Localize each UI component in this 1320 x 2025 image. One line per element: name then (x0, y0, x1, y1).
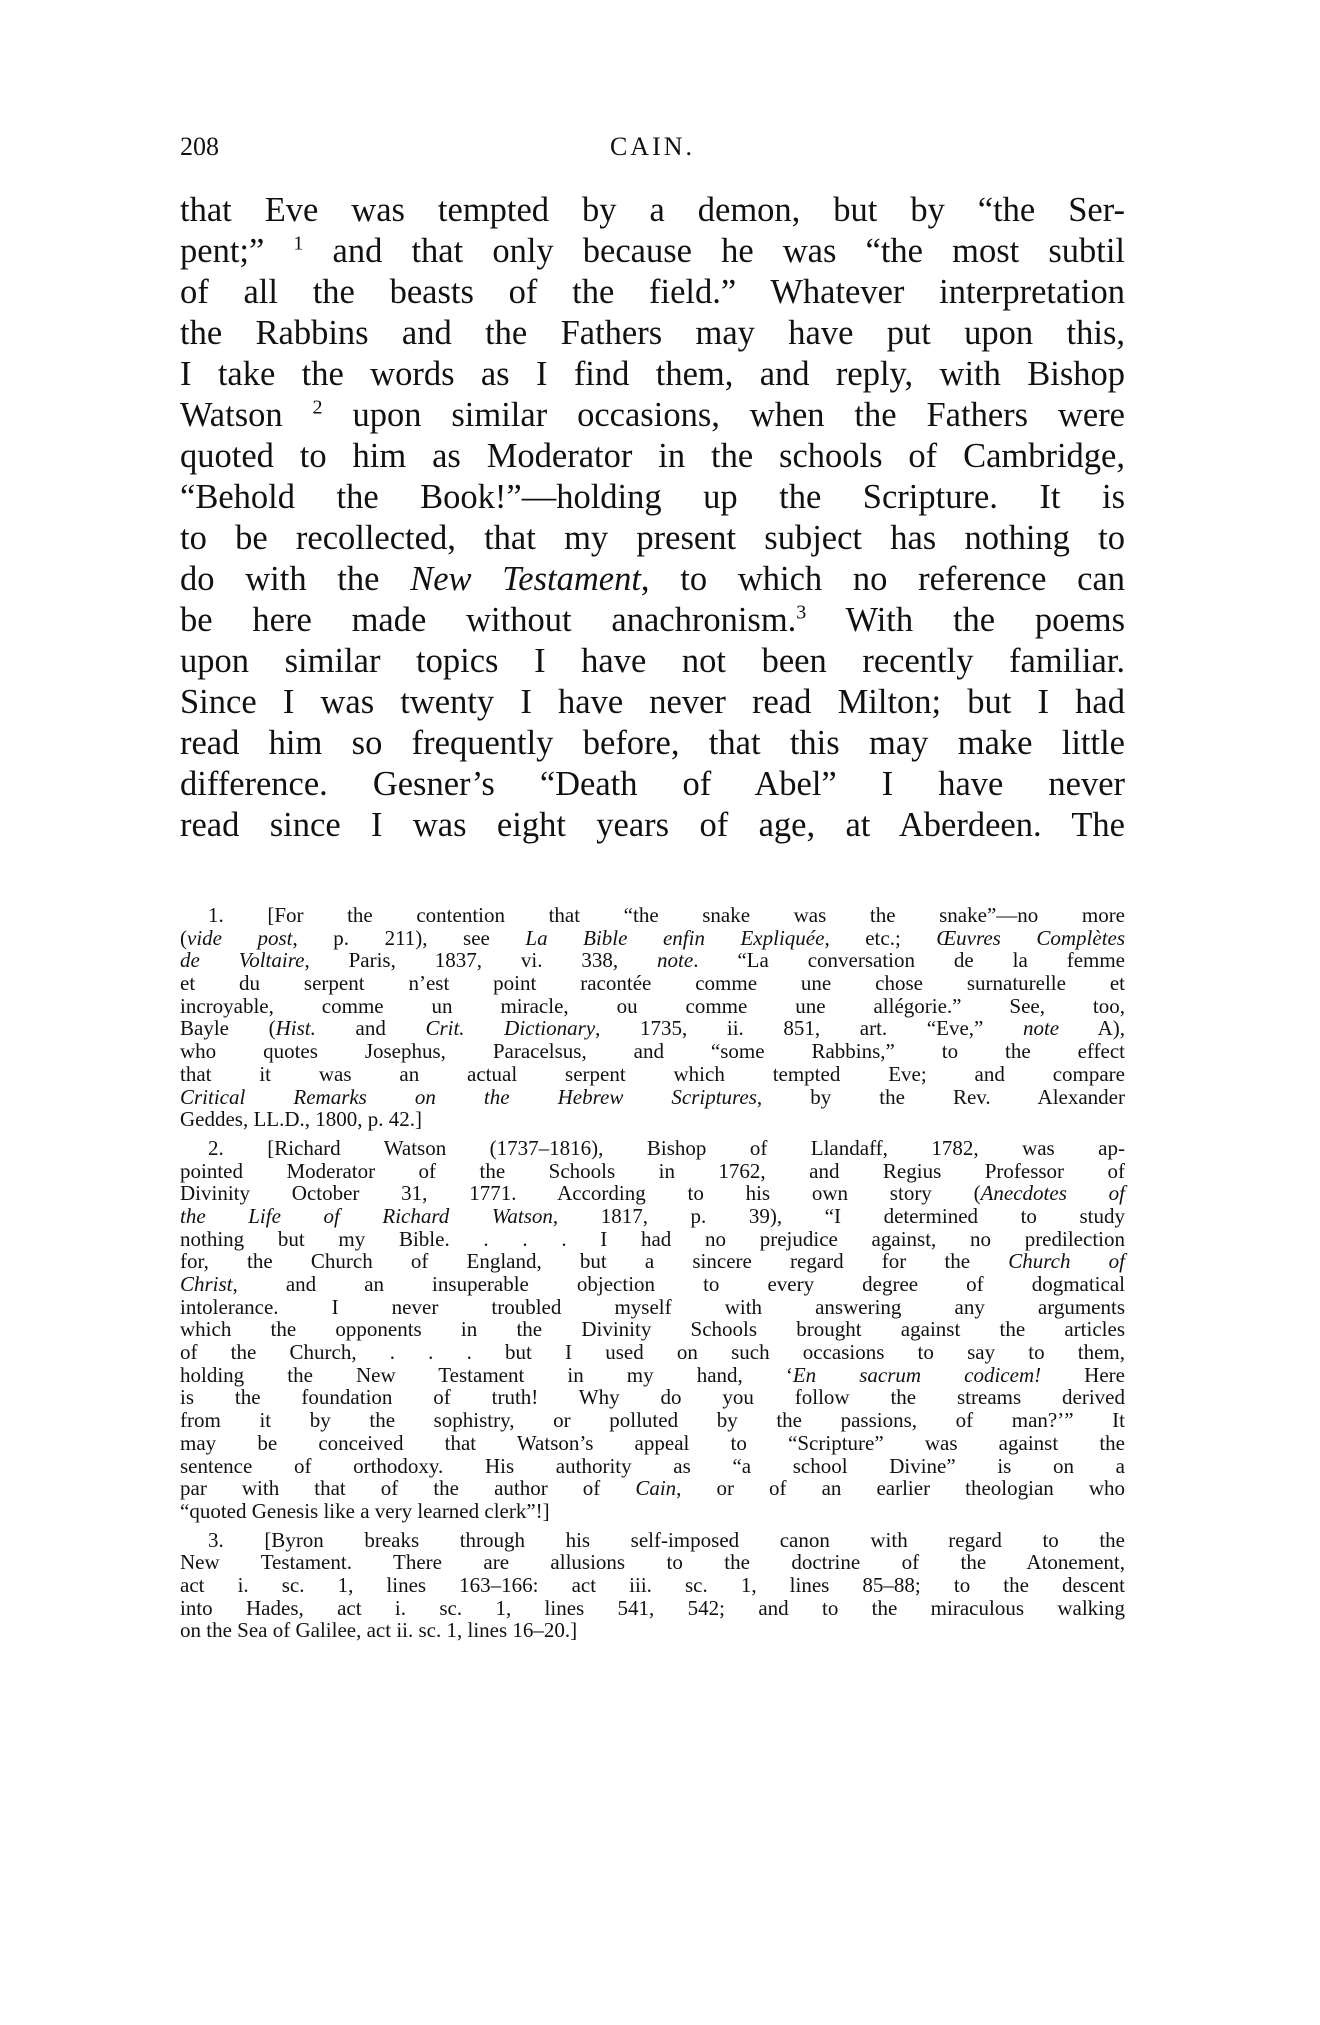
footnote-line: for, the Church of England, but a sincere regard for the Church of (180, 1249, 1125, 1274)
footnote-line: which the opponents in the Divinity Schools brought against the articles (180, 1317, 1125, 1342)
body-line: quoted to him as Moderator in the schools of Cambridge, (180, 437, 1125, 475)
footnote-line: Geddes, LL.D., 1800, p. 42.] (180, 1107, 423, 1132)
body-line: that Eve was tempted by a demon, but by “the Ser- (180, 191, 1125, 229)
footnote-line: on the Sea of Galilee, act ii. sc. 1, lines 16–20.] (180, 1618, 578, 1643)
footnote-reference: 2 (312, 396, 323, 419)
footnote-line: sentence of orthodoxy. His authority as “a school Divine” is on a (180, 1453, 1125, 1478)
italic-text: En sacrum codicem! (792, 1362, 1042, 1387)
footnote-line: the Life of Richard Watson, 1817, p. 39), “I determined to study (180, 1203, 1126, 1228)
footnote-line: 1. [For the contention that “the snake was the snake”—no more (208, 903, 1126, 927)
italic-text: Anecdotes of (980, 1181, 1125, 1206)
italic-text: Church of (1008, 1249, 1125, 1274)
body-line: to be recollected, that my present subject has nothing to (180, 519, 1125, 557)
italic-text: note (657, 948, 694, 973)
italic-text: New Testament (410, 560, 641, 598)
body-line: read him so frequently before, that this may make little (180, 724, 1125, 762)
footnote-reference: 3 (796, 601, 807, 624)
footnote-line: may be conceived that Watson’s appeal to “Scripture” was against the (180, 1430, 1125, 1455)
footnote-marker: 1. (208, 903, 268, 927)
italic-text: note (1022, 1016, 1060, 1041)
main-text (180, 190, 1125, 846)
footnote-reference: 1 (293, 232, 304, 255)
footnote-line: intolerance. I never troubled myself with answering any arguments (180, 1294, 1125, 1319)
body-line: upon similar topics I have not been recently familiar. (180, 642, 1125, 680)
footnote-marker: 3. (208, 1527, 265, 1552)
footnote-line: 3. [Byron breaks through his self-imposed canon with regard to the (208, 1527, 1125, 1552)
body-line: read since I was eight years of age, at Aberdeen. The (180, 806, 1125, 844)
page-number: 208 (180, 132, 219, 161)
footnote-line: into Hades, act i. sc. 1, lines 541, 542; and to the miraculous walking (180, 1595, 1125, 1620)
footnote-line: (vide post, p. 211), see La Bible enfin Expliquée, etc.; Œuvres Complètes (180, 925, 1126, 950)
running-head: CAIN. (609, 132, 696, 161)
body-line: I take the words as I find them, and reply, with Bishop (180, 355, 1125, 393)
page-header (180, 132, 1125, 172)
footnotes (180, 904, 1125, 1642)
body-line: of all the beasts of the field.” Whatever interpretation (180, 273, 1125, 311)
footnote-line: de Voltaire, Paris, 1837, vi. 338, note. “La conversation de la femme (180, 948, 1126, 973)
italic-text: Hist. (275, 1016, 316, 1041)
footnote-line: pointed Moderator of the Schools in 1762, and Regius Professor of (180, 1158, 1125, 1183)
italic-text: Christ (180, 1272, 233, 1296)
footnote-line: “quoted Genesis like a very learned clerk”!] (180, 1498, 550, 1523)
footnote-line: from it by the sophistry, or polluted by the passions, of man?’” It (180, 1408, 1125, 1433)
body-line: pent;” $^1$ and that only because he was “the most subtil (180, 232, 1126, 270)
footnote-line: Christ, and an insuperable objection to every degree of dogmatical (180, 1272, 1125, 1296)
footnote-line: of the Church, . . . but I used on such occasions to say to them, (180, 1340, 1125, 1365)
italic-text: the Life of Richard Watson (180, 1203, 553, 1228)
italic-text: vide post (187, 925, 293, 950)
footnote-line: Critical Remarks on the Hebrew Scriptures, by the Rev. Alexander (180, 1084, 1125, 1109)
footnote-line: that it was an actual serpent which tempted Eve; and compare (180, 1061, 1125, 1086)
footnote-line: is the foundation of truth! Why do you follow the streams derived (180, 1385, 1125, 1410)
footnote-line: Divinity October 31, 1771. According to his own story (Anecdotes of (180, 1181, 1125, 1206)
body-line: difference. Gesner’s “Death of Abel” I have never (180, 765, 1125, 803)
body-line: do with the New Testament, to which no reference can (180, 560, 1126, 598)
body-line: Since I was twenty I have never read Milton; but I had (180, 683, 1125, 721)
body-line: “Behold the Book!”—holding up the Scripture. It is (180, 478, 1125, 516)
footnote-marker: 2. (208, 1135, 268, 1160)
body-line: be here made without anachronism.$^3$ With the poems (180, 601, 1125, 639)
italic-text: La Bible enfin Expliquée (525, 925, 825, 950)
footnote-line: New Testament. There are allusions to the doctrine of the Atonement, (180, 1550, 1125, 1575)
footnote-line: incroyable, comme un miracle, ou comme une allégorie.” See, too, (180, 993, 1125, 1018)
italic-text: Cain (635, 1476, 677, 1501)
footnote-line: who quotes Josephus, Paracelsus, and “some Rabbins,” to the effect (180, 1039, 1125, 1064)
footnote-line: act i. sc. 1, lines 163–166: act iii. sc. 1, lines 85–88; to the descent (180, 1572, 1125, 1597)
body-line: the Rabbins and the Fathers may have put upon this, (180, 314, 1125, 352)
footnote-line: Bayle (Hist. and Crit. Dictionary, 1735, ii. 851, art. “Eve,” note A), (180, 1016, 1125, 1041)
italic-text: Œuvres Complètes (936, 925, 1126, 950)
italic-text: Critical Remarks on the Hebrew Scriptures (180, 1084, 757, 1109)
footnote-line: 2. [Richard Watson (1737–1816), Bishop of Llandaff, 1782, was ap- (208, 1135, 1125, 1160)
footnote-line: et du serpent n’est point racontée comme une chose surnaturelle et (180, 971, 1125, 996)
body-line: Watson $^2$ upon similar occasions, when the Fathers were (180, 396, 1125, 434)
footnote-line: par with that of the author of Cain, or of an earlier theologian who (180, 1476, 1125, 1501)
footnote-line: nothing but my Bible. . . . I had no prejudice against, no predilection (180, 1226, 1125, 1251)
italic-text: Crit. Dictionary (425, 1016, 596, 1041)
italic-text: de Voltaire (180, 948, 305, 973)
footnote-line: holding the New Testament in my hand, ‘En sacrum codicem! Here (180, 1362, 1125, 1387)
